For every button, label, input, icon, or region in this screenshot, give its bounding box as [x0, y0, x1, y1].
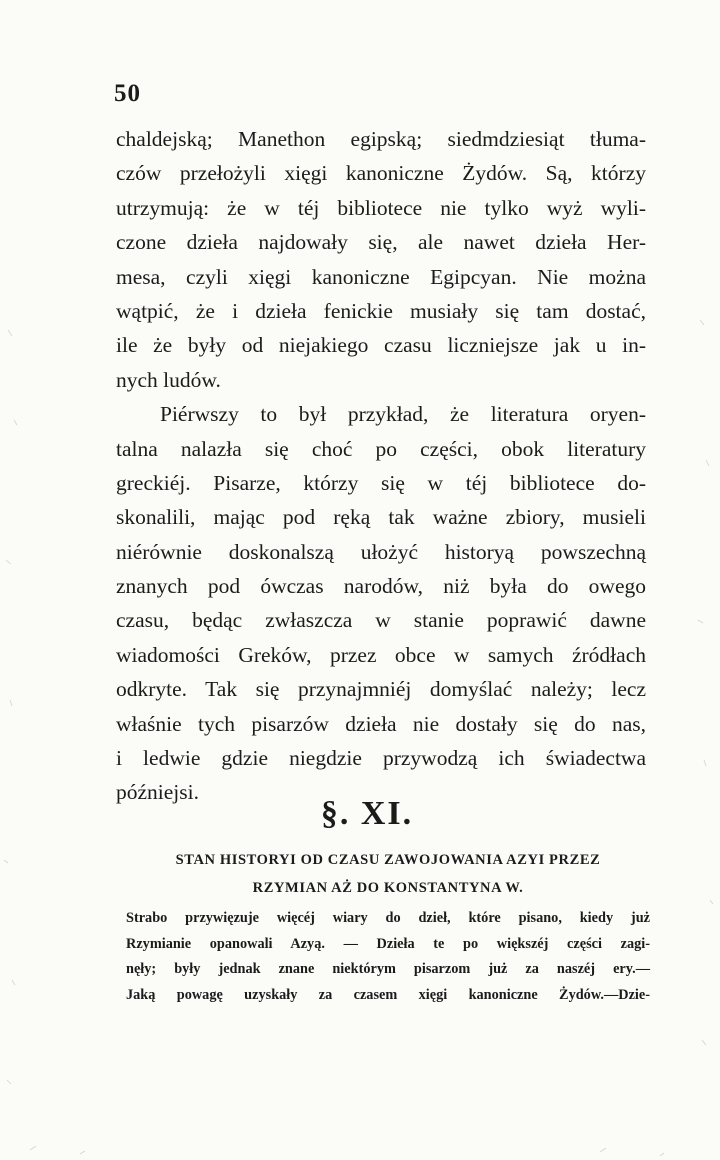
text-line: czone dzieła najdowały się, ale nawet dzieła Her-	[116, 230, 646, 255]
text-line: niérównie doskonalszą ułożyć historyą powszechną	[116, 539, 646, 564]
body-text	[116, 122, 646, 810]
text-line: greckiéj. Pisarze, którzy się w téj bibliotece do-	[116, 470, 646, 495]
page-number: 50	[114, 80, 141, 107]
text-line: wątpić, że i dzieła fenickie musiały się tam dostać,	[116, 298, 646, 323]
text-line: znanych pod ówczas narodów, niż była do owego	[116, 574, 646, 599]
text-line: mesa, czyli xięgi kanoniczne Egipcyan. Nie można	[116, 264, 646, 289]
text-line: wiadomości Greków, przez obce w samych źródłach	[116, 642, 646, 667]
summary-line: nęły; były jednak znane niektórym pisarzom już za naszéj ery.—	[126, 961, 650, 977]
summary-line: Jaką powagę uzyskały za czasem xięgi kanoniczne Żydów.—Dzie-	[126, 986, 650, 1003]
paragraph-2	[116, 397, 646, 810]
section-title-line: RZYMIAN AŻ DO KONSTANTYNA W.	[252, 880, 524, 896]
summary-line: Strabo przywięzuje więcéj wiary do dzieł, które pisano, kiedy już	[126, 910, 650, 926]
text-line: utrzymują: że w téj bibliotece nie tylko wyż wyli-	[116, 195, 646, 220]
text-line: Piérwszy to był przykład, że literatura oryen-	[160, 402, 646, 427]
text-line: talna nalazła się choć po części, obok literatury	[116, 436, 646, 461]
section-summary	[126, 906, 650, 1008]
text-line: czów przełożyli xięgi kanoniczne Żydów. Są, którzy	[116, 161, 646, 186]
text-line: skonalili, mając pod ręką tak ważne zbiory, musieli	[116, 505, 646, 530]
text-line: i ledwie gdzie niegdzie przywodzą ich świadectwa	[116, 746, 646, 771]
text-line: ile że były od niejakiego czasu liczniejsze jak u in-	[116, 333, 646, 358]
text-line: późniejsi.	[116, 780, 199, 805]
text-line: właśnie tych pisarzów dzieła nie dostały się do nas,	[116, 711, 646, 736]
section-title-line: STAN HISTORYI OD CZASU ZAWOJOWANIA AZYI PRZEZ	[175, 852, 601, 868]
text-line: chaldejską; Manethon egipską; siedmdziesiąt tłuma-	[116, 127, 646, 151]
text-line: nych ludów.	[116, 367, 221, 392]
text-line: odkryte. Tak się przynajmniéj domyślać należy; lecz	[116, 677, 646, 702]
section-heading: §. XI.	[320, 795, 414, 832]
text-line: czasu, będąc zwłaszcza w stanie poprawić dawne	[116, 608, 646, 633]
section-title	[132, 846, 644, 902]
summary-line: Rzymianie opanowali Azyą. — Dzieła te po większéj części zagi-	[126, 935, 650, 952]
paragraph-1	[116, 122, 646, 397]
